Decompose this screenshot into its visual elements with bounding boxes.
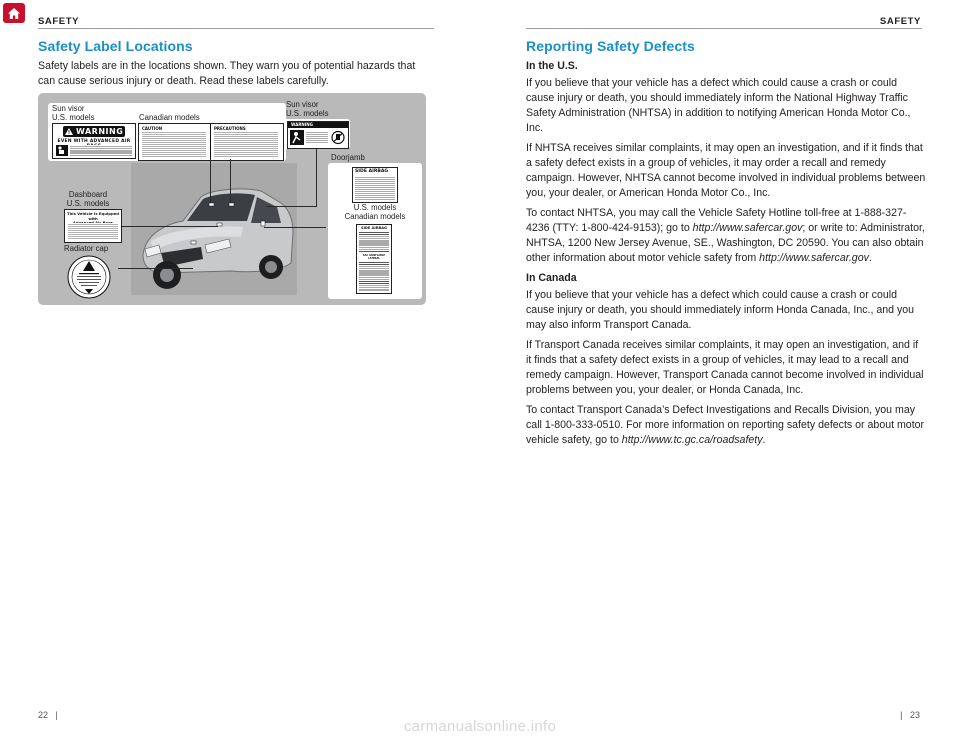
leader-line — [210, 159, 211, 203]
site-watermark: carmanualsonline.info — [403, 718, 557, 735]
canada-heading: In Canada — [526, 272, 577, 284]
suv-illustration — [131, 163, 297, 295]
leader-line — [230, 159, 231, 203]
us-heading: In the U.S. — [526, 60, 578, 72]
sun-visor-us-label-left: Sun visor U.S. models — [52, 104, 95, 122]
header-rule-right — [526, 28, 922, 29]
safercar-link[interactable]: http://www.safercar.gov — [692, 222, 803, 234]
warning-badge: WARNING — [63, 126, 125, 137]
canada-paragraph-3: To contact Transport Canada’s Defect Investigations and Recalls Division, you may call 1-800-333-0510. For more information on reporting safety defects or about motor vehicle safety, go to http://www.tc.gc.ca/roadsafety. — [526, 404, 925, 446]
transport-canada-link[interactable]: http://www.tc.gc.ca/roadsafety — [621, 434, 763, 446]
home-icon — [7, 7, 21, 20]
canadian-side-airbag-card — [356, 224, 392, 294]
radiator-cap-label-icon — [67, 255, 111, 299]
sun-visor-us-label-right: Sun visor U.S. models — [286, 100, 329, 118]
side-airbag-text — [355, 176, 395, 200]
leader-line — [118, 268, 193, 269]
precautions-text — [214, 131, 278, 158]
radiator-cap-label: Radiator cap — [64, 244, 109, 253]
caution-heading: CAUTION — [142, 126, 163, 131]
header-rule-left — [38, 28, 434, 29]
right-visor-warning-card — [287, 121, 349, 149]
dashboard-airbag-card — [64, 209, 122, 243]
safercar-link-2[interactable]: http://www.safercar.gov — [759, 252, 869, 264]
leader-line — [264, 227, 326, 228]
dashboard-us-label: Dashboard U.S. models — [66, 190, 110, 208]
airbag-person-icon — [290, 130, 304, 145]
side-airbag-heading: SIDE AIRBAG — [355, 169, 389, 174]
leader-line — [118, 226, 218, 227]
leader-line — [266, 206, 316, 207]
running-header-left: SAFETY — [38, 16, 80, 27]
canadian-visor-label-card — [138, 123, 284, 161]
french-side-airbag-text — [359, 261, 389, 291]
reporting-safety-defects-title: Reporting Safety Defects — [526, 38, 695, 54]
right-visor-fine-print — [306, 131, 328, 144]
canada-paragraph-2: If Transport Canada receives similar complaints, it may open an investigation, and if it finds that a safety defect exists in a group of vehicles, it may lead to a recall and remedy campaign. However, Transport Canada cannot become involved in individual problems between you, your dealer, or Honda Canada, Inc. — [526, 339, 924, 396]
warning-triangle-icon — [65, 128, 73, 135]
us-paragraph-2: If NHTSA receives similar complaints, it may open an investigation, and if it finds that a safety defect exists in a group of vehicles, it may order a recall and remedy campaign. However, NHTSA cannot become involved in individual problems between you, your dealer, or American Honda Motor Co., Inc. — [526, 142, 926, 199]
child-seat-icon — [56, 145, 68, 156]
left-page — [38, 38, 430, 89]
card-divider — [210, 124, 211, 160]
airbag-banner: EVEN WITH ADVANCED AIR — [57, 139, 131, 144]
page-number-right: | 23 — [900, 710, 920, 720]
caution-text — [142, 131, 206, 158]
no-child-seat-icon — [331, 130, 345, 145]
canadian-side-airbag-heading: SIDE AIRBAG — [361, 226, 387, 230]
us-side-airbag-card — [352, 167, 398, 203]
canadian-side-airbag-text — [359, 231, 389, 253]
us-visor-fine-print — [70, 145, 132, 156]
right-page — [526, 38, 926, 453]
home-button[interactable] — [3, 3, 25, 23]
safety-label-locations-title: Safety Label Locations — [38, 38, 193, 54]
french-side-airbag-heading: SAC GONFLABLE LATERAL — [362, 254, 386, 260]
canadian-models-label: Canadian models — [139, 113, 200, 122]
dashboard-card-text — [68, 223, 118, 239]
right-visor-warning-bar: WARNING — [288, 122, 349, 128]
running-header-right: SAFETY — [879, 16, 921, 27]
us-paragraph-1: If you believe that your vehicle has a defect which could cause a crash or could cause injury or death, you should immediately inform the National Highway Traffic Safety Administration (NHTSA) in addition to notifying American Honda Motor Co., Inc. — [526, 77, 911, 134]
us-paragraph-3: To contact NHTSA, you may call the Vehicle Safety Hotline toll-free at 1-888-327-4236 (TTY: 1-800-424-9153); go to http://www.safercar.gov; or write to: Administrator, NHTSA, 1200 New Jersey Avenue, SE., Washington, DC 20590. You can also obtain other information about motor vehicle safety from http://www.safercar.gov. — [526, 207, 925, 264]
leader-line — [316, 149, 317, 207]
doorjamb-label: Doorjamb — [331, 153, 365, 162]
safety-label-intro: Safety labels are in the locations shown. They warn you of potential hazards that can cause serious injury or death. Read these labels carefully. — [38, 60, 416, 87]
precautions-heading: PRECAUTIONS — [214, 126, 246, 131]
page-number-left: 22 | — [38, 710, 58, 720]
safety-label-figure — [38, 93, 426, 305]
us-visor-warning-card — [52, 123, 136, 159]
dashboard-card-title: This Vehicle Is Equipped with — [67, 211, 119, 221]
canada-paragraph-1: If you believe that your vehicle has a defect which could cause a crash or could cause injury or death, you should immediately inform Honda Canada, Inc., and you may also inform Transport Canada. — [526, 289, 915, 331]
doorjamb-models-label: U.S. models Canadian models — [344, 203, 406, 221]
car-photo — [131, 163, 297, 295]
